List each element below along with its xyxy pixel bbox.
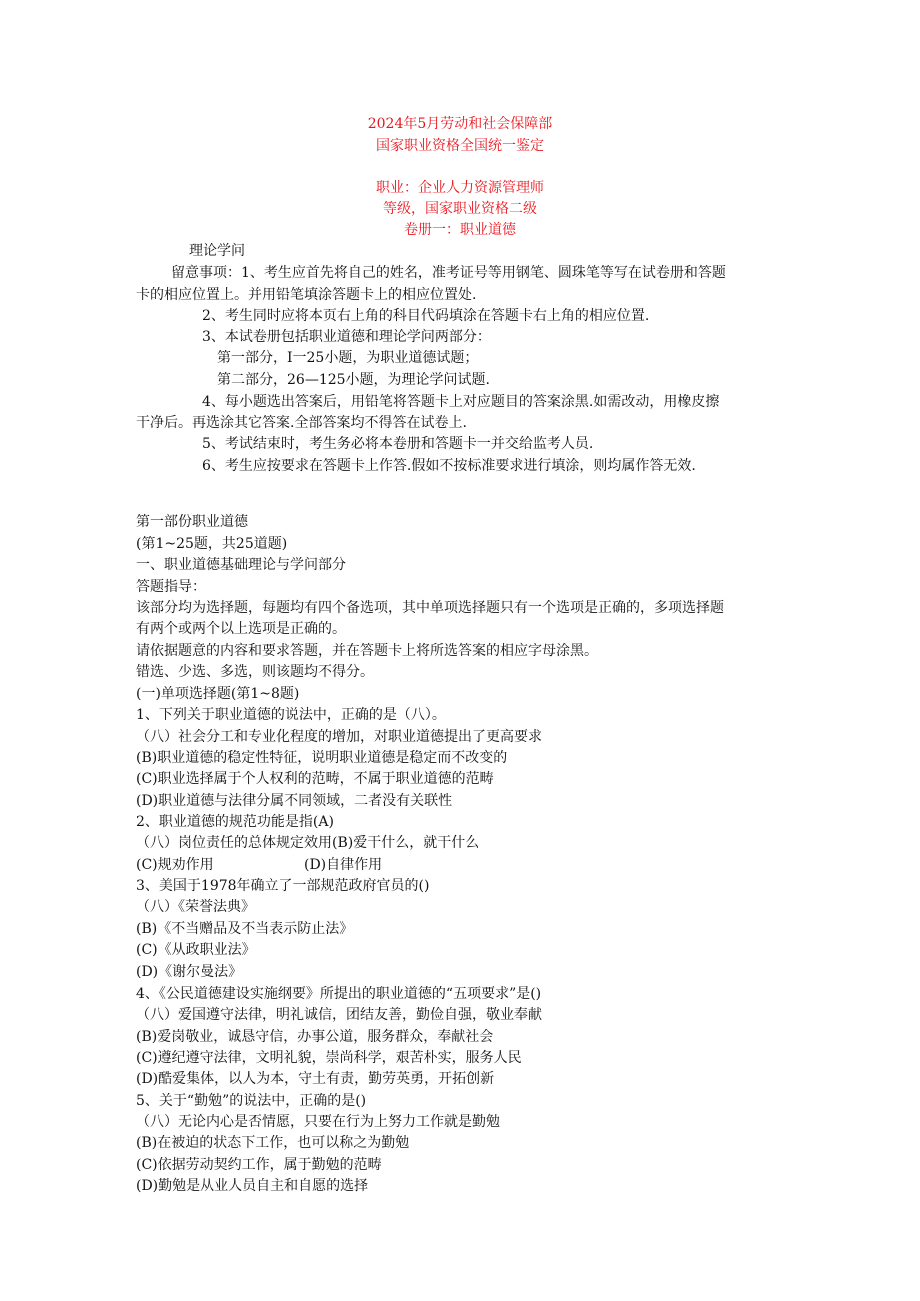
- question-2-option-d: (D)自律作用: [304, 857, 383, 873]
- notice-p6: 6、考生应按要求在答题卡上作答.假如不按标准要求进行填涂，则均属作答无效.: [202, 458, 696, 474]
- question-5-option-c: (C)依据劳动契约工作，属于勤勉的范畴: [136, 1157, 382, 1173]
- notice-p2: 2、考生同时应将本页右上角的科目代码填涂在答题卡右上角的相应位置.: [202, 308, 650, 324]
- notice-p4a: 4、每小题选出答案后，用铅笔将答题卡上对应题目的答案涂黑.如需改动，用橡皮擦: [202, 394, 720, 410]
- question-2-option-c: (C)规劝作用: [136, 857, 214, 873]
- notice-p5: 5、考试结束时，考生务必将本卷册和答题卡一并交给监考人员.: [202, 436, 594, 452]
- guide-3: 错选、少选、多选，则该题均不得分。: [136, 664, 374, 680]
- notice-p3b: 第二部分，26—125小题，为理论学问试题.: [217, 372, 490, 388]
- question-1-option-b: (B)职业道德的稳定性特征，说明职业道德是稳定而不改变的: [136, 750, 508, 766]
- header-level: 等级，国家职业资格二级: [383, 201, 537, 217]
- section-title: 理论学问: [189, 243, 245, 259]
- guide-2: 请依据题意的内容和要求答题，并在答题卡上将所选答案的相应字母涂黑。: [136, 643, 598, 659]
- guide-1b: 有两个或两个以上选项是正确的。: [136, 621, 346, 637]
- question-5-option-a: （八）无论内心是否情愿，只要在行为上努力工作就是勤勉: [136, 1114, 500, 1130]
- guide-label: 答题指导：: [136, 579, 206, 595]
- question-1-option-d: (D)职业道德与法律分属不同领域，二者没有关联性: [136, 793, 453, 809]
- question-4-option-a: （八）爱国遵守法律，明礼诚信，团结友善，勤俭自强，敬业奉献: [136, 1007, 542, 1023]
- question-4-option-b: (B)爱岗敬业，诚恳守信，办事公道，服务群众，奉献社会: [136, 1029, 494, 1045]
- header-profession: 职业：企业人力资源管理师: [376, 180, 544, 196]
- part1-subsection: 一、职业道德基础理论与学问部分: [136, 557, 346, 573]
- question-3-option-c: (C)《从政职业法》: [136, 942, 256, 958]
- question-2-option-ab: （八）岗位责任的总体规定效用(B)爱干什么，就干什么: [136, 835, 480, 851]
- question-3-option-d: (D)《谢尔曼法》: [136, 964, 243, 980]
- question-3-option-b: (B)《不当赠品及不当表示防止法》: [136, 921, 354, 937]
- question-3-stem: 3、美国于1978年确立了一部规范政府官员的(): [136, 878, 430, 894]
- question-5-option-d: (D)勤勉是从业人员自主和自愿的选择: [136, 1178, 369, 1194]
- question-1-stem: 1、下列关于职业道德的说法中，正确的是（八）。: [136, 707, 446, 723]
- question-5-stem: 5、关于“勤勉”的说法中，正确的是(): [136, 1093, 367, 1109]
- question-3-option-a: （八）《荣誉法典》: [136, 899, 255, 915]
- question-2-stem: 2、职业道德的规范功能是指(A): [136, 814, 334, 830]
- header-line-1: 2024年5月劳动和社会保障部: [367, 116, 553, 132]
- question-1-option-a: （八）社会分工和专业化程度的增加，对职业道德提出了更高要求: [136, 729, 542, 745]
- question-4-stem: 4、《公民道德建设实施纲要》所提出的职业道德的“五项要求”是(): [136, 986, 542, 1002]
- question-4-option-c: (C)遵纪遵守法律，文明礼貌，崇尚科学，艰苦朴实，服务人民: [136, 1050, 522, 1066]
- header-line-2: 国家职业资格全国统一鉴定: [376, 138, 544, 154]
- question-1-option-c: (C)职业选择属于个人权利的范畴，不属于职业道德的范畴: [136, 771, 494, 787]
- header-volume: 卷册一：职业道德: [404, 222, 516, 238]
- question-5-option-b: (B)在被迫的状态下工作，也可以称之为勤勉: [136, 1135, 410, 1151]
- notice-p4b: 干净后。再选涂其它答案.全部答案均不得答在试卷上.: [136, 415, 467, 431]
- question-4-option-d: (D)酷爱集体，以人为本，守土有责，勤劳英勇，开拓创新: [136, 1071, 495, 1087]
- guide-1a: 该部分均为选择题，每题均有四个备选项，其中单项选择题只有一个选项是正确的，多项选择题: [136, 600, 724, 616]
- notice-p1b: 卡的相应位置上。并用铅笔填涂答题卡上的相应位置处.: [136, 287, 477, 303]
- part1-title: 第一部份职业道德: [136, 514, 248, 530]
- part1-range: (第1~25题，共25道题): [136, 536, 288, 552]
- notice-p3: 3、本试卷册包括职业道德和理论学问两部分：: [202, 329, 491, 345]
- single-choice-heading: (一)单项选择题(第1~8题): [136, 686, 300, 702]
- notice-p1a: 留意事项：1、考生应首先将自己的姓名，准考证号等用钢笔、圆珠笔等写在试卷册和答题: [171, 265, 726, 281]
- notice-p3a: 第一部分，I一25小题，为职业道德试题；: [217, 350, 479, 366]
